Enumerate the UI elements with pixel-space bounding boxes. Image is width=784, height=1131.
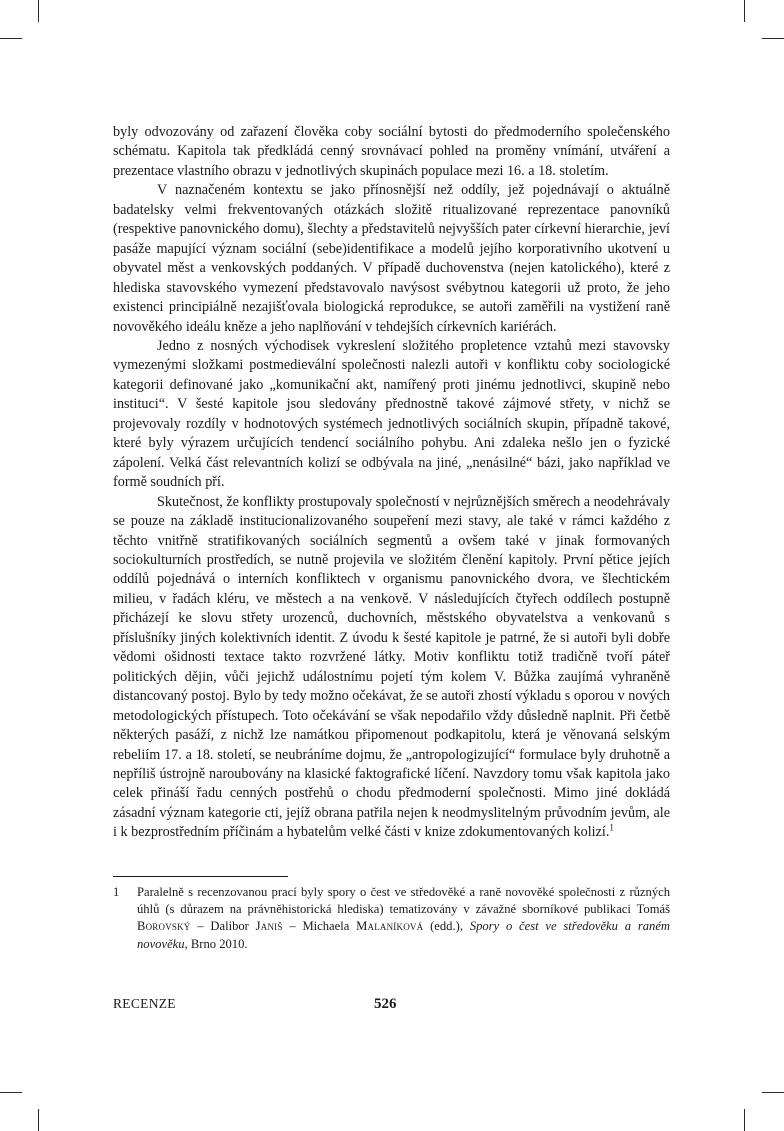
crop-mark-right-bottom (762, 1092, 784, 1093)
footnote (113, 884, 670, 953)
crop-mark-right-top (762, 38, 784, 39)
paragraph-3: Jedno z nosných východisek vykreslení složitého propletence vztahů mezi stavovsky vymezenými složkami postmedievální společnosti nalezli autoři v konfliktu coby sociologické kategorii definované jako „komunikační akt, namířený proti jinému jednotlivci, skupině nebo instituci“. V šesté kapitole jsou sledovány přednostně takové zájmové střety, v nichž se projevovaly rozdíly v hodnotových systémech jednotlivých sociálních skupin, případně takové, které byly výrazem určujících tendencí sociálního pohybu. Ani zdaleka nešlo jen o fyzické zápolení. Velká část relevantních kolizí se odbývala na jiné, „nenásilné“ bázi, jako například ve formě soudních pří. (113, 337, 670, 491)
crop-mark-bottom-right (744, 1109, 745, 1131)
footnote-text-mid-2: – Michaela (282, 919, 357, 934)
paragraph-1: byly odvozovány od zařazení člověka coby sociální bytosti do předmoderního společenského schématu. Kapitola tak předkládá cenný srovnávací pohled na proměny vnímání, utváření a prezentace vlastního obrazu v jednotlivých skupinách populace mezi 16. a 18. stoletím. (113, 124, 670, 179)
page-number: 526 (374, 996, 397, 1012)
paragraph-4-text: Skutečnost, že konflikty prostupovaly společností v nejrůznějších směrech a neodehrávaly se pouze na základě institucionalizovaného soupeření mezi stavy, ale také v rámci každého z těchto vnitřně stratifikovaných sociálních segmentů a ovšem také v jinak formovaných sociokulturních prostředích, se nutně projevila ve složitém členění kapitoly. První pětice jejích oddílů pojednává o interních konfliktech v organismu panovnického dvora, ve šlechtickém milieu, v řadách kléru, ve městech a na venkově. V následujících čtyřech oddílech postupně přicházejí ke slovu střety urozenců, duchovních, městského obyvatelstva a venkovanů s příslušníky jiných kolektivních identit. Z úvodu k šesté kapitole je patrné, že si autoři byli dobře vědomi ošidnosti textace takto rozvržené látky. Motiv konfliktu totiž tradičně tvoří páteř politických dějin, vůči jejichž událostnímu pojetí tým kolem V. Bůžka zaujímá vyhraněně distancovaný postoj. Bylo by tedy možno očekávat, že se autoři zhostí výkladu s oporou v nových metodologických přístupech. Toto očekávání se však nepodařilo vždy důsledně naplnit. Při četbě některých pasáží, z nichž lze namátkou připomenout podkapitolu, která je věnovaná selským rebeliím 17. a 18. století, se neubráníme dojmu, že „antropologizující“ formulace byly druhotně a nepříliš ústrojně naroubovány na klasické faktografické líčení. Navzdory tomu však kapitola jako celek přináší řadu cenných postřehů o chodu předmoderní společnosti. Mimo jiné dokládá zásadní význam kategorie cti, jejíž obrana patřila nejen k neodmyslitelným průvodním jevům, ale i k bezprostředním příčinám a hybatelům velké části v knize zdokumentovaných kolizí. (113, 493, 670, 841)
footer-section-label: RECENZE (113, 996, 176, 1011)
crop-mark-top-left (38, 0, 39, 22)
footnote-text-after: Brno 2010. (187, 936, 248, 951)
footnote-body (137, 884, 670, 953)
footnote-author-1: Borovský (137, 919, 191, 934)
footnote-author-3: Malaníková (356, 919, 424, 934)
footnote-separator (113, 876, 288, 877)
crop-mark-left-bottom (0, 1092, 22, 1093)
footnote-author-2: Janiš (255, 919, 283, 934)
footnote-reference[interactable]: 1 (609, 822, 614, 833)
body-text (113, 123, 670, 843)
footnote-text-mid-3: (edd.), (423, 919, 470, 934)
paragraph-4 (113, 493, 670, 843)
paragraph-2: V naznačeném kontextu se jako přínosnější než oddíly, jež pojednávají o aktuálně badatelsky velmi frekventovaných otázkách složitě ritualizované reprezentace panovníků (respektive panovnického domu), šlechty a představitelů nejvyšších pater církevní hierarchie, jeví pasáže mapující význam sociální (sebe)identifikace a modelů jejího korporativního ukotvení u obyvatel měst a venkovských poddaných. V případě duchovenstva (nejen katolického), které z hlediska stavovského vymezení představovalo navýsost svébytnou kategorii už proto, že jeho existenci principiálně nezajišťovala biologická reprodukce, se autoři zaměřili na vystižení raně novověkého ideálu kněze a jeho naplňování v tehdejších církevních kariérách. (113, 182, 670, 335)
crop-mark-top-right (744, 0, 745, 22)
crop-mark-bottom-left (38, 1109, 39, 1131)
crop-mark-left-top (0, 38, 22, 39)
footnote-number: 1 (113, 885, 120, 899)
footnote-text-mid-1: – Dalibor (190, 919, 256, 934)
footnote-book-title: Spory o čest ve středověku a raném novověku, (137, 919, 671, 951)
footnote-text-before: Paralelně s recenzovanou prací byly spory o čest ve středověké a raně novověké společnosti z různých úhlů (s důrazem na právněhistorická hlediska) tematizovány v závažné sborníkové publikaci Tomáš (137, 885, 670, 917)
